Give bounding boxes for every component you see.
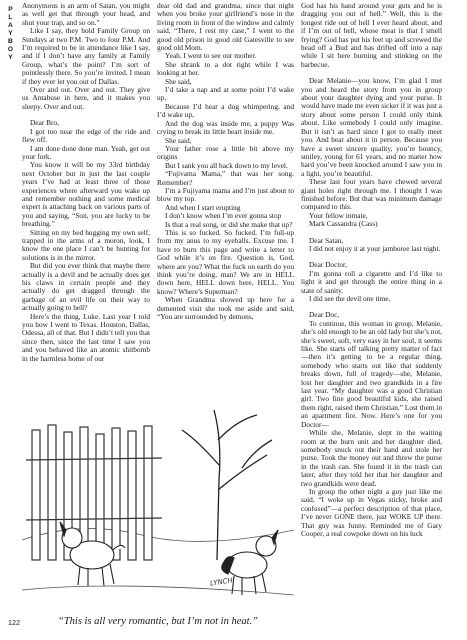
paragraph: While she, Melanie, slept in the waiting room at the burn unit and her daughter died, somebody snuck out their hand and stole her purse. Took the money out and threw the purse in the trash can. She found it in the trash can later, after they told her that her daughter and two grandkids were dead. <box>301 428 442 488</box>
magazine-sidebar <box>7 6 15 62</box>
sidebar-letter: P <box>8 6 14 13</box>
article-column-2 <box>157 2 294 321</box>
paragraph: And when I start erupting <box>165 202 241 212</box>
sidebar-letter: Y <box>8 30 14 37</box>
paragraph: Is that a real song, or did she make that up? <box>165 219 293 229</box>
paragraph: In group the other night a guy just like me said, “I woke up in Vegas sticky, broke and confused”—a perfect description of that place, I’ve never GONE there, just WOKE UP there. That guy was funny. Reminded me of Gary Cooper, a real cowpoke down on his luck <box>301 486 442 538</box>
paragraph: When Grandma showed up here for a demented visit she took me aside and said, “You are surrounded by demons, <box>157 295 294 322</box>
article-column-3 <box>301 2 442 538</box>
paragraph: “Fujivama Mama,” that was her song. Remember? <box>157 169 294 187</box>
paragraph: God has his hand around your guts and he is dragging you out of hell.” Well, this is the longest ride out of hell I ever heard about, and if I’m out of hell, whose meat is that I smell frying? God has put his feet up and screwed the head off a Bud and has drifted off into a nap while I sit here burning and stinking on the barbecue. <box>301 1 442 69</box>
paragraph: Your father rose a little bit above my origins <box>157 143 294 162</box>
cartoon-signature: LYNCH <box>209 576 234 588</box>
paragraph: And the dog was inside me, a puppy Was crying to break its little heart inside me. <box>157 118 294 137</box>
paragraph: Your fellow inmate, <box>309 210 368 220</box>
article-column-1 <box>22 2 150 363</box>
page-number: 122 <box>8 618 20 627</box>
paragraph: I’m gonna roll a cigarette and I’d like to light it and get through the entire thing in a state of sanity. <box>301 268 442 295</box>
paragraph: I did see the devil one time. <box>309 294 391 303</box>
paragraph: You know it will be my 33rd birthday next October but in just the last couple years I’ve had at least three of those experiences where afterward you wake up and remember nothing and some medical expert is attaching back on various parts of you and saying, “Son, you are lucky to be breathing.” <box>22 160 150 229</box>
paragraph: Because I’d hear a dog whimpering, and I’d wake up, <box>157 101 294 120</box>
paragraph: Yeah. I went to see our mother. <box>165 51 257 61</box>
sidebar-letter: A <box>8 22 14 29</box>
paragraph: Sitting on my bed hugging my own self, trapped in the arms of a moron, look, I know the one place I can’t be hunting for solutions is in the mirror. <box>22 227 150 262</box>
paragraph: But I sank you all back down to my level. <box>165 160 288 170</box>
cartoon-caption: “This is all very romantic, but I’m not in heat.” <box>58 616 258 627</box>
paragraph: Mark Cassandra (Cass) <box>309 219 378 229</box>
paragraph: Over and out. Over and out. They give us Antabuse in here, and it makes you sleepy. Over and out. <box>22 85 150 111</box>
paragraph: I’d take a nap and at some point I’d wake up, <box>157 85 294 103</box>
paragraph: Like I say, they hold Family Group on Sundays at two P.M. Two to four P.M. And I’m required to be in attendance like I say, and if I don’t have any family at Family Group, what’s the point? I’m sort of pointlessly there. So you’re invited. I mean if they ever let you out of Dallas. <box>22 26 150 86</box>
paragraph: dear old dad and grandma, since that night when you broke your girlfriend’s nose in the living room in front of the window and calmly said, “There, I rest my case,” I went to the good old prison in good old Gatesville to see good old Mom. <box>157 1 294 53</box>
paragraph: Anonymous is an arm of Satan, you might as well get that through your head, and shut your trap, and so on.” <box>22 1 150 27</box>
paragraph: She shrank to a dot right while I was looking at her. <box>157 59 294 78</box>
paragraph: Dear Bro, <box>30 118 59 128</box>
paragraph: This is so fucked. So fucked. I’m full-up from my anus to my eyeballs. Excuse me. I have to burn this page and write a letter to God while it’s on fire. Question is, God, where are you? What the fuck on earth do you think you’re doing, man? We are in HELL down here, HELL down here, HELL. You know? Where’s Superman? <box>157 227 294 296</box>
sidebar-letter: B <box>8 38 14 45</box>
paragraph: I did not enjoy it at your jamboree last night. <box>309 243 441 253</box>
paragraph: Dear Doc, <box>309 310 340 320</box>
sidebar-letter: O <box>7 46 15 53</box>
paragraph: She said, <box>165 76 192 86</box>
paragraph: To continue, this woman in group, Melanie, she’s old enough to be an old lady but she’s not, she’s sweet, soft, very easy in her soul, it seems like. She starts off talking pretty matter of fact—then it’s getting to be a regular thing, somebody who starts out like that suddenly breaks down, full of tragedy—she, Melanie, lost her daughter and two grandkids in a fire last year. “My daughter was a good Christian girl. Two fine good beautiful kids, she raised them right, raised them Christian.” Lost them in an apartment fire. Now. Here’s one for you Doctor— <box>301 318 442 429</box>
paragraph: Dear Satan, <box>309 235 344 245</box>
paragraph: I got too near the edge of the ride and flew off. <box>22 126 150 145</box>
paragraph: Dear Melanie—you know, I’m glad I met you and heard the story from you in group about your daughter dying and your purse. It would have made me even sicker if it was just a story about some person I could only think about. Like somebody I could only imagine. But it isn’t as hard since I got to really meet you. And hear about it in person. Because you have a sweet sincere quality, you’re bouncy, smiley, young for 61 years, and no matter how hard you’ve been knocked around I saw you in a light, you’re beautiful. <box>301 76 442 178</box>
paragraph: I am done done done man. Yeah, get out your fork. <box>22 143 150 161</box>
sidebar-letter: L <box>8 14 14 21</box>
paragraph: She said, <box>165 135 192 145</box>
paragraph: I’m a Fujiyama mama and I’m just about to blow my top. <box>157 185 294 204</box>
paragraph: These last four years have chewed several giant holes right through me. I thought I was finished before. But that was minimum damage compared to this. <box>301 177 442 212</box>
paragraph: Dear Doctor, <box>309 260 348 270</box>
paragraph: Here’s the thing, Luke. Last year I told you how I went to Texas. Houston, Dallas, Odessa, all of that. But I didn’t tell you that since then, since the last time I saw you and you behaved like an atomic shitbomb in the harmless home of our <box>22 311 150 363</box>
paragraph: I don’t know when I’m ever gonna stop <box>165 211 282 221</box>
cartoon-illustration <box>22 370 294 615</box>
paragraph: But did you ever think that maybe there actually is a devil and he actually does get his claws in certain people and they actually do get dragged through the garbage of an evil life on their way to actually going to hell? <box>22 261 150 313</box>
sidebar-letter: Y <box>8 54 14 61</box>
